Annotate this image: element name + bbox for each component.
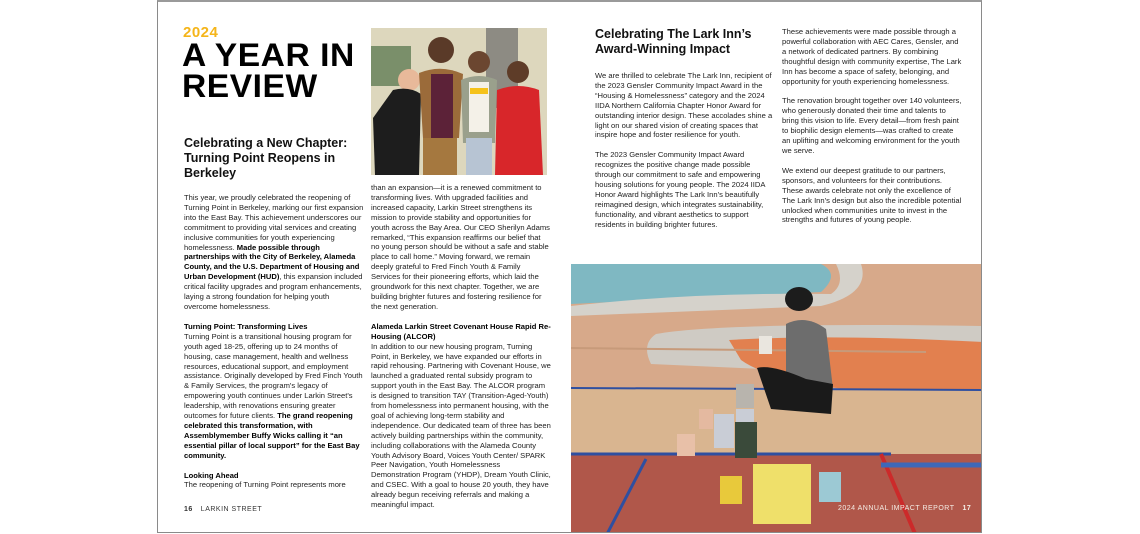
- transforming-paragraph: Turning Point: Transforming Lives Turning Point is a transitional housing program for youth aged 18-25, offering up to 24 months of housing, case management, health and wellness resources, educational support, and employment assistance. Originally developed by Fred Finch Youth & Family Services, the program's legacy of empowering youth continues under Larkin Street's leadership, with renovations ensuring greater outcomes for future clients. The grand reopening celebrated this transformation, with Assemblymember Buffy Wicks calling it “an essential pillar of local support” for the East Bay community.: [184, 321, 363, 460]
- transforming-heading: Turning Point: Transforming Lives: [184, 321, 308, 331]
- intro-paragraph: This year, we proudly celebrated the reopening of Turning Point in Berkeley, marking our first expansion into the East Bay. This achievement underscores our commitment to providing vital services and creating inclusive communities for youth experiencing homelessness. Made possible through partnerships with the City of Berkeley, Alameda County, and the U.S. Department of Housing and Urban Development (HUD), this expansion included critical facility upgrades and program enhancements, laying a strong foundation for helping youth overcome homelessness.: [184, 193, 364, 311]
- group-photo-illustration: [371, 28, 547, 175]
- lark-inn-p2: The 2023 Gensler Community Impact Award recognizes the positive change made possible through our commitment to safe and empowering housing solutions for young people. The 2024 IIDA Honor Award highlights The Lark Inn’s beautifully reimagined design, which integrates sustainability, functionality, and vibrant aesthetics to support residents in building brighter futures.: [595, 150, 765, 229]
- section-heading: Celebrating a New Chapter: Turning Point Reopens in Berkeley: [184, 136, 348, 180]
- page-title: [182, 37, 355, 104]
- left-page-footer: [184, 506, 262, 513]
- right-column-1: [595, 27, 775, 240]
- right-column-2: [782, 27, 962, 235]
- alcor-paragraph: Alameda Larkin Street Covenant House Rapid Re-Housing (ALCOR) In addition to our new housing program, Turning Point, in Berkeley, we have expanded our efforts in rapid rehousing. Partnering with Covenant House, we launched a graduated rental subsidy program to support youth in the East Bay. The ALCOR program is designed to transition TAY (Transition-Aged-Youth) from homelessness into permanent housing, with the goal of achieving long-term stability and independence. Our dedicated team of three has been actively building partnerships within the community, including collaborations with the Alameda County Youth Advisory Board, Voices Youth Center/ SPARK Peer Navigation, Youth Homelessness Demonstration Program (YHDP), Dream Youth Clinic, and CSEC. With a goal to house 20 youth, they have already begun receiving referrals and making a meaningful impact.: [371, 321, 551, 510]
- left-column-1: [184, 136, 364, 500]
- footer-label-left: LARKIN STREET: [200, 506, 263, 513]
- title-line-2: REVIEW: [182, 68, 318, 104]
- year-label: 2024: [183, 24, 219, 41]
- lark-inn-p5: We extend our deepest gratitude to our partners, sponsors, and volunteers for their contributions. These awards celebrate not only the excellence of The Lark Inn’s design but also the incredible potential unlocked when communities unite to invest in the strengths and futures of young people.: [782, 165, 962, 225]
- group-photo: [371, 28, 547, 175]
- right-page-footer: [838, 505, 971, 512]
- title-line-1: A YEAR IN: [182, 37, 355, 73]
- looking-ahead-paragraph: Looking Ahead The reopening of Turning Point represents more: [184, 471, 364, 491]
- lark-inn-p3: These achievements were made possible through a powerful collaboration with AEC Cares, Gensler, and a network of dedicated partners. By combining thoughtful design with community expertise, The Lark Inn has become a space of safety, belonging, and opportunity for youth experiencing homelessness.: [782, 27, 962, 86]
- alcor-heading: Alameda Larkin Street Covenant House Rapid Re-Housing (ALCOR): [371, 321, 551, 341]
- looking-ahead-continued: than an expansion—it is a renewed commitment to transforming lives. With upgraded facilities and increased capacity, Larkin Street strengthens its mission to provide stability and opportunities for youth across the Bay Area. Our CEO Sherilyn Adams remarked, “This expansion reaffirms our belief that no young person should be without a safe and stable place to call home.” Moving forward, we remain deeply grateful to Fred Finch Youth & Family Services for their pioneering efforts, which laid the groundwork for this next chapter. Together, we are building brighter futures and fostering resilience for the next generation.: [371, 183, 550, 311]
- left-column-2: [371, 183, 551, 520]
- mural-painting-photo: [571, 264, 982, 533]
- magazine-spread: [157, 0, 982, 533]
- looking-ahead-heading: Looking Ahead: [184, 470, 239, 480]
- page-number-left: 16: [184, 506, 193, 513]
- right-heading: Celebrating The Lark Inn’s Award-Winning Impact: [595, 27, 752, 56]
- lark-inn-p4: The renovation brought together over 140 volunteers, who generously donated their time and talents to bring this vision to life. Every detail—from fresh paint to biophilic design elements—was crafted to create an uplifting and welcoming environment for the youth we serve.: [782, 96, 962, 155]
- footer-label-right: 2024 ANNUAL IMPACT REPORT: [838, 505, 955, 512]
- page-number-right: 17: [962, 505, 972, 512]
- mural-illustration: [571, 264, 982, 533]
- lark-inn-p1: We are thrilled to celebrate The Lark Inn, recipient of the 2023 Gensler Community Impact Award in the “Housing & Homelessness” category and the 2024 IIDA Northern California Chapter Honor Award for outstanding interior design. These accolades shine a light on our shared vision of creating spaces that inspire hope and foster resilience for youth.: [595, 71, 773, 140]
